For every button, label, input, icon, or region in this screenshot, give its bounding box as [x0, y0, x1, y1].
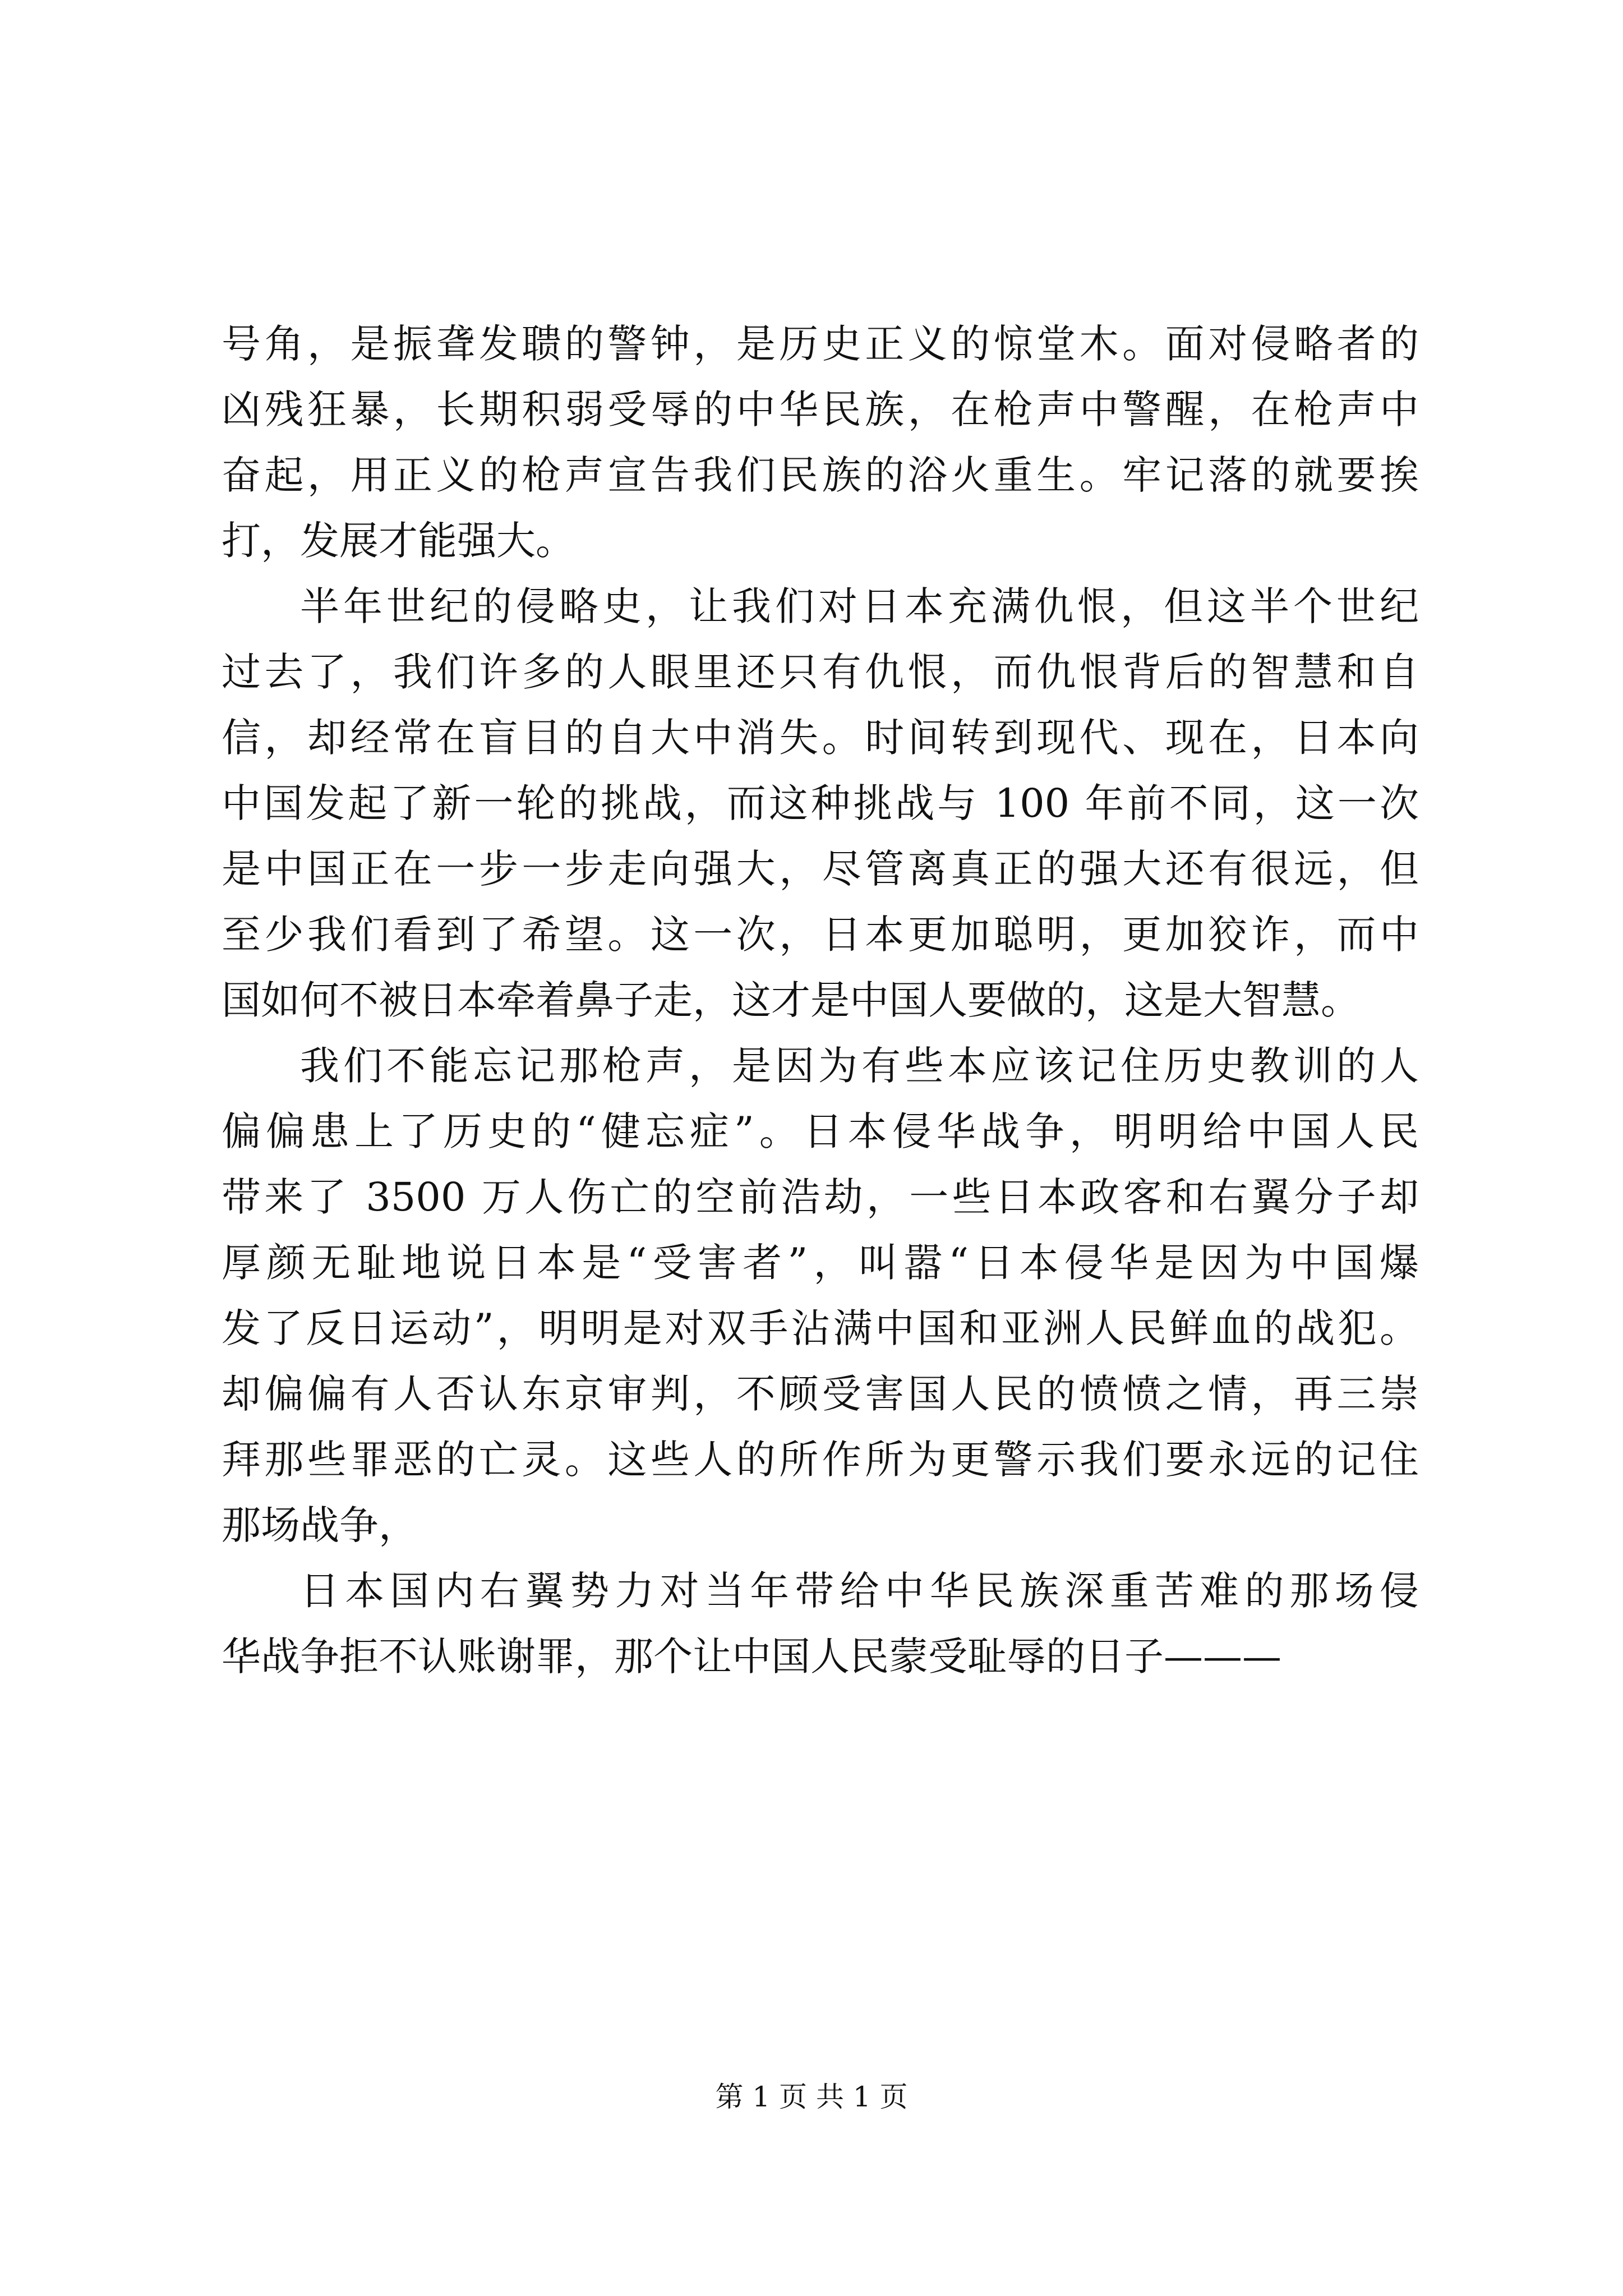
text-line: 半年世纪的侵略史，让我们对日本充满仇恨，但这半个世纪: [300, 583, 1419, 629]
text-line: 拜那些罪恶的亡灵。这些人的所作所为更警示我们要永远的记住: [222, 1437, 1419, 1483]
text-line: 那场战争，: [222, 1502, 418, 1548]
page-number-label: 第 1 页 共 1 页: [715, 2081, 908, 2113]
text-line: 过去了，我们许多的人眼里还只有仇恨，而仇恨背后的智慧和自: [222, 649, 1419, 695]
text-line: 日本国内右翼势力对当年带给中华民族深重苦难的那场侵: [300, 1568, 1419, 1614]
text-line: 国如何不被日本牵着鼻子走，这才是中国人要做的，这是大智慧。: [222, 977, 1360, 1023]
text-line: 奋起，用正义的枪声宣告我们民族的浴火重生。牢记落的就要挨: [222, 452, 1419, 498]
paragraph-3: [222, 1033, 1419, 1558]
text-line: 是中国正在一步一步走向强大，尽管离真正的强大还有很远，但: [222, 846, 1419, 892]
text-line: 信，却经常在盲目的自大中消失。时间转到现代、现在，日本向: [222, 715, 1419, 761]
paragraph-4: [222, 1558, 1419, 1690]
text-line: 我们不能忘记那枪声，是因为有些本应该记住历史教训的人: [300, 1043, 1419, 1089]
text-line: 华战争拒不认账谢罪，那个让中国人民蒙受耻辱的日子———: [222, 1634, 1281, 1680]
text-line: 中国发起了新一轮的挑战，而这种挑战与 100 年前不同，这一次: [222, 780, 1419, 826]
text-line: 却偏偏有人否认东京审判，不顾受害国人民的愤愤之情，再三崇: [222, 1371, 1419, 1417]
text-line: 带来了 3500 万人伤亡的空前浩劫，一些日本政客和右翼分子却: [222, 1174, 1419, 1220]
text-line: 发了反日运动”，明明是对双手沾满中国和亚洲人民鲜血的战犯。: [222, 1305, 1419, 1351]
page-footer: [0, 2074, 1623, 2115]
text-line: 至少我们看到了希望。这一次，日本更加聪明，更加狡诈，而中: [222, 912, 1419, 958]
text-line: 偏偏患上了历史的“健忘症”。日本侵华战争，明明给中国人民: [222, 1108, 1419, 1154]
text-line: 凶残狂暴，长期积弱受辱的中华民族，在枪声中警醒，在枪声中: [222, 386, 1419, 432]
text-line: 号角，是振聋发聩的警钟，是历史正义的惊堂木。面对侵略者的: [222, 321, 1419, 367]
paragraph-2: [222, 574, 1419, 1033]
text-line: 打，发展才能强大。: [222, 518, 575, 564]
text-line: 厚颜无耻地说日本是“受害者”，叫嚣“日本侵华是因为中国爆: [222, 1240, 1419, 1286]
document-body: [222, 311, 1419, 1690]
paragraph-1: [222, 311, 1419, 574]
